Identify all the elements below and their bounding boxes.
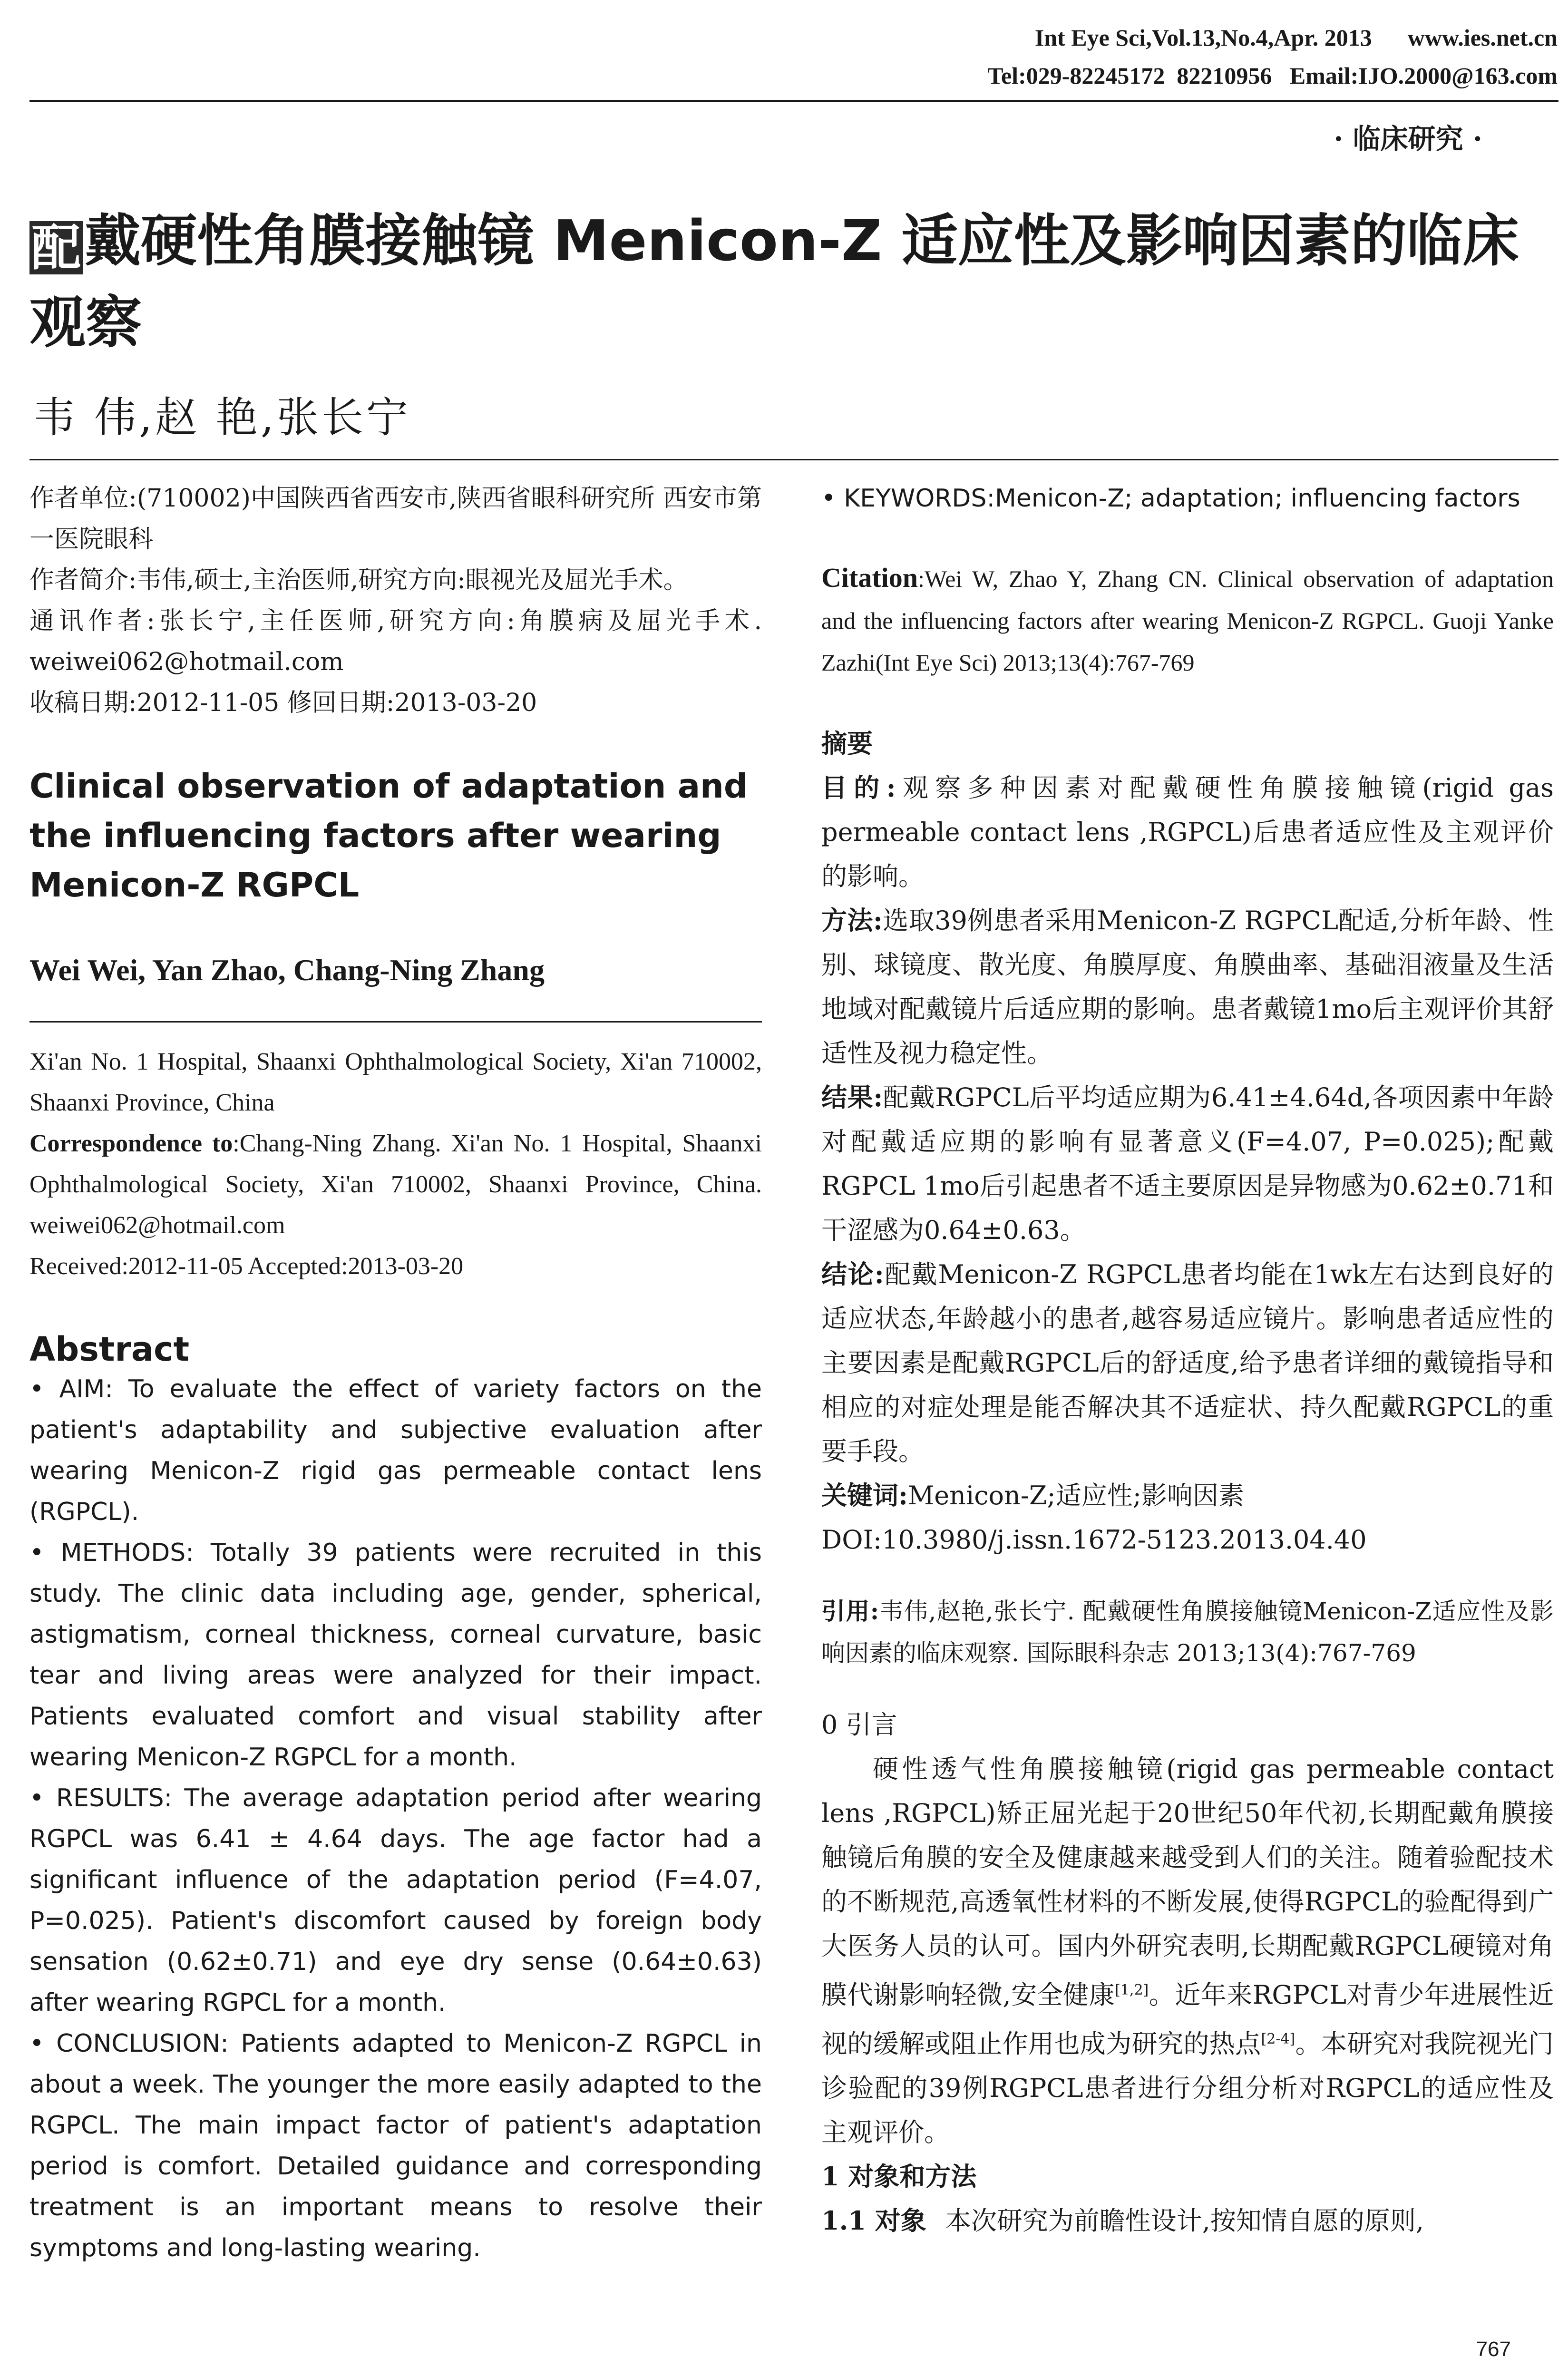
- authors-rule: [29, 1021, 762, 1023]
- keywords-en: • KEYWORDS:Menicon-Z; adaptation; influencing factors: [821, 484, 1520, 513]
- abstract-methods: • METHODS: Totally 39 patients were recruited in this study. The clinic data including age, gender, spherical, astigmatism, corneal thickness, corneal curvature, basic tear and living areas were analyzed for their impact. Patients evaluated comfort and visual stability after wearing Menicon-Z RGPCL for a month.: [29, 1539, 762, 1772]
- received-accepted: Received:2012-11-05 Accepted:2013-03-20: [29, 1253, 464, 1280]
- conclusion-label: 结论:: [821, 1259, 884, 1289]
- keywords-cn-label: 关键词:: [821, 1480, 908, 1510]
- citation-text: :Wei W, Zhao Y, Zhang CN. Clinical observation of adaptation and the influencing factors after wearing Menicon-Z RGPCL. Guoji Yanke Zazhi(Int Eye Sci) 2013;13(4):767-769: [821, 565, 1554, 676]
- keywords-cn-text: Menicon-Z;适应性;影响因素: [907, 1481, 1244, 1510]
- correspondence-label: Correspondence to: [29, 1130, 233, 1157]
- left-column: [29, 478, 762, 2269]
- citation-en: [821, 557, 1554, 683]
- correspondence-text: :Chang-Ning Zhang. Xi'an No. 1 Hospital, Shaanxi Ophthalmological Society, Xi'an 710002, Shaanxi Province, China. weiwei062@hotmail.com: [29, 1130, 762, 1239]
- title-rule: [29, 459, 1558, 460]
- abstract-cn-heading: 摘要: [821, 728, 873, 759]
- authors-chinese: 韦 伟,赵 艳,张长宁: [33, 393, 411, 442]
- methods-label: 方法:: [821, 905, 883, 935]
- page-number: 767: [1476, 2338, 1511, 2361]
- author-bio-cn: 作者简介:韦伟,硕士,主治医师,研究方向:眼视光及屈光手术。: [29, 566, 688, 594]
- article-title: [29, 200, 1547, 363]
- running-header-contact: Tel:029-82245172 82210956 Email:IJO.2000@163.com: [987, 62, 1558, 89]
- doi: DOI:10.3980/j.issn.1672-5123.2013.04.40: [821, 1525, 1367, 1555]
- citation-label: Citation: [821, 562, 918, 593]
- aim-label: 目的:: [821, 772, 896, 803]
- abstract-results: • RESULTS: The average adaptation period after wearing RGPCL was 6.41 ± 4.64 days. The age factor had a significant influence of the adaptation period (F=4.07, P=0.025). Patient's discomfort caused by foreign body sensation (0.62±0.71) and eye dry sense (0.64±0.63) after wearing RGPCL for a month.: [29, 1784, 762, 2017]
- abstract-conclusion: • CONCLUSION: Patients adapted to Menicon-Z RGPCL in about a week. The younger the more easily adapted to the RGPCL. The main impact factor of patient's adaptation period is comfort. Detailed guidance and corresponding treatment is an important means to resolve their symptoms and long-lasting wearing.: [29, 2029, 762, 2262]
- affiliation-cn: 作者单位:(710002)中国陕西省西安市,陕西省眼科研究所 西安市第一医院眼科: [29, 484, 762, 554]
- intro-text-1: 硬性透气性角膜接触镜(rigid gas permeable contact lens ,RGPCL)矫正屈光起于20世纪50年代初,长期配戴角膜接触镜后角膜的安全及健康越来越受到人们的关注。随着验配技术的不断规范,高透氧性材料的不断发展,使得RGPCL的验配得到广大医务人员的认可。国内外研究表明,长期配戴RGPCL硬镜对角膜代谢影响轻微,安全健康: [821, 1754, 1554, 2010]
- dates-cn: 收稿日期:2012-11-05 修回日期:2013-03-20: [29, 689, 537, 717]
- subjects-heading: 1.1 对象: [821, 2205, 926, 2236]
- english-title: Clinical observation of adaptation and the influencing factors after wearing Menicon-Z RGPCL: [29, 767, 748, 905]
- intro-ref-1: [1,2]: [1115, 1982, 1149, 1998]
- title-first-char-highlight: 配: [29, 221, 83, 274]
- keywords-cn: [821, 1473, 1554, 1518]
- abstract-aim: • AIM: To evaluate the effect of variety factors on the patient's adaptability and subjective evaluation after wearing Menicon-Z rigid gas permeable contact lens (RGPCL).: [29, 1375, 762, 1526]
- results-text: 配戴RGPCL后平均适应期为6.41±4.64d,各项因素中年龄对配戴适应期的影响有显著意义(F=4.07, P=0.025);配戴RGPCL 1mo后引起患者不适主要原因是异物感为0.62±0.71和干涩感为0.64±0.63。: [821, 1082, 1554, 1245]
- methods-text: 选取39例患者采用Menicon-Z RGPCL配适,分析年龄、性别、球镜度、散光度、角膜厚度、角膜曲率、基础泪液量及生活地域对配戴镜片后适应期的影响。患者戴镜1mo后主观评价其舒适性及视力稳定性。: [821, 906, 1554, 1068]
- conclusion-text: 配戴Menicon-Z RGPCL患者均能在1wk左右达到良好的适应状态,年龄越小的患者,越容易适应镜片。影响患者适应性的主要因素是配戴RGPCL后的舒适度,给予患者详细的戴镜指导和相应的对症处理是能否解决其不适症状、持久配戴RGPCL的重要手段。: [821, 1259, 1554, 1466]
- cite-cn-text: 韦伟,赵艳,张长宁. 配戴硬性角膜接触镜Menicon-Z适应性及影响因素的临床观察. 国际眼科杂志 2013;13(4):767-769: [821, 1598, 1554, 1667]
- intro-ref-2: [2-4]: [1261, 2031, 1295, 2047]
- english-authors: Wei Wei, Yan Zhao, Chang-Ning Zhang: [29, 953, 545, 987]
- subjects-text: 本次研究为前瞻性设计,按知情自愿的原则,: [945, 2206, 1424, 2236]
- intro-text-2: 。近年来RGPCL对青少年进展性近视的缓解或阻止作用也成为研究的热点: [821, 1980, 1554, 2059]
- abstract-heading: Abstract: [29, 1330, 190, 1369]
- abstract-cn-results: [821, 1075, 1554, 1252]
- aim-text: 观察多种因素对配戴硬性角膜接触镜(rigid gas permeable contact lens ,RGPCL)后患者适应性及主观评价的影响。: [821, 773, 1554, 891]
- intro-paragraph: [821, 1747, 1554, 2154]
- section-label: · 临床研究 ·: [1334, 123, 1482, 155]
- running-header-journal: Int Eye Sci,Vol.13,No.4,Apr. 2013 www.ies.net.cn: [1034, 24, 1558, 51]
- abstract-cn-conclusion: [821, 1252, 1554, 1473]
- intro-heading: 0 引言: [821, 1710, 897, 1740]
- corresponding-author-cn: 通讯作者:张长宁,主任医师,研究方向:角膜病及屈光手术. weiwei062@hotmail.com: [29, 607, 762, 676]
- subjects-paragraph: [821, 2199, 1554, 2243]
- results-label: 结果:: [821, 1082, 883, 1112]
- english-affiliation: Xi'an No. 1 Hospital, Shaanxi Ophthalmological Society, Xi'an 710002, Shaanxi Province, China: [29, 1048, 762, 1116]
- citation-cn: [821, 1590, 1554, 1674]
- right-column: [821, 478, 1554, 2243]
- methods-heading: 1 对象和方法: [821, 2161, 977, 2192]
- correspondence-en: [29, 1123, 762, 1246]
- header-rule: [29, 100, 1558, 102]
- title-text: 戴硬性角膜接触镜 Menicon-Z 适应性及影响因素的临床观察: [29, 208, 1519, 355]
- intro-text-3: 。本研究对我院视光门诊验配的39例RGPCL患者进行分组分析对RGPCL的适应性及主观评价。: [821, 2029, 1554, 2147]
- abstract-cn-methods: [821, 898, 1554, 1075]
- cite-cn-label: 引用:: [821, 1597, 879, 1625]
- abstract-cn-aim: [821, 766, 1554, 898]
